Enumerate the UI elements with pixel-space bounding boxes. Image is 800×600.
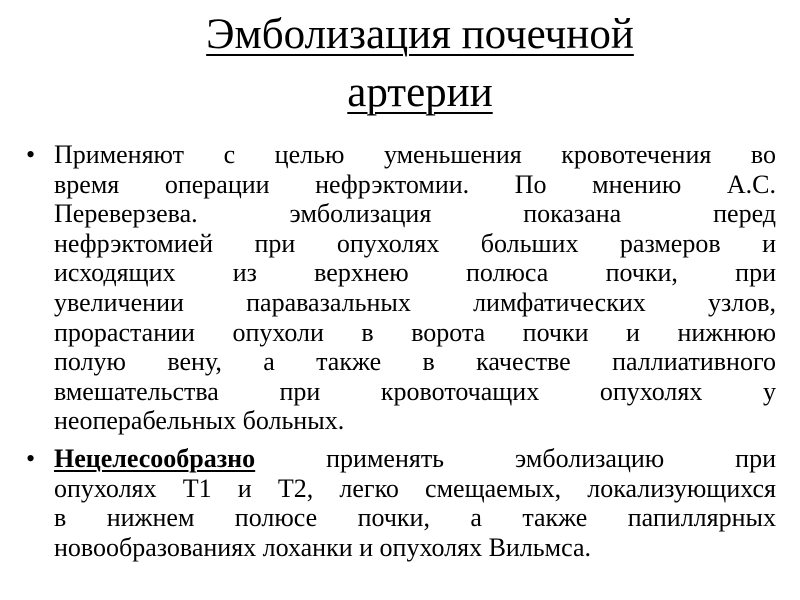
text-line: опухолях Т1 и Т2, легко смещаемых, локализующихся: [54, 473, 776, 503]
text-line: нефрэктомией при опухолях больших размеров и: [54, 228, 776, 258]
text-line: исходящих из верхнею полюса почки, при: [54, 258, 776, 288]
text-line: Применяют с целью уменьшения кровотечения во: [54, 140, 776, 169]
text-line: в нижнем полюсе почки, а также папиллярных: [54, 503, 776, 533]
text-line: новообразованиях лоханки и опухолях Вильмса.: [54, 532, 592, 562]
title-line: артерии: [347, 69, 493, 116]
slide-title: [20, 6, 800, 122]
text-run: применять эмболизацию при: [255, 443, 776, 473]
text-line: неоперабельных больных.: [54, 406, 345, 436]
bullet-item-embolization-indications: [24, 140, 776, 436]
bullet-item-embolization-contraindications: [24, 444, 776, 562]
bullet-list: [24, 140, 776, 562]
text-line: прорастании опухоли в ворота почки и нижнюю: [54, 317, 776, 347]
title-line: Эмболизация почечной: [206, 11, 634, 58]
text-line: полую вену, а также в качестве паллиативного: [54, 347, 776, 377]
text-line: [54, 444, 776, 474]
text-line: вмешательства при кровоточащих опухолях у: [54, 376, 776, 406]
bullet-icon: •: [26, 443, 36, 473]
text-line: увеличении паравазальных лимфатических узлов,: [54, 287, 776, 317]
bullet-icon: •: [26, 140, 36, 169]
text-line: Переверзева. эмболизация показана перед: [54, 199, 776, 229]
text-line: время операции нефрэктомии. По мнению А.С.: [54, 169, 776, 199]
emphasis-word: Нецелесообразно: [54, 443, 256, 473]
